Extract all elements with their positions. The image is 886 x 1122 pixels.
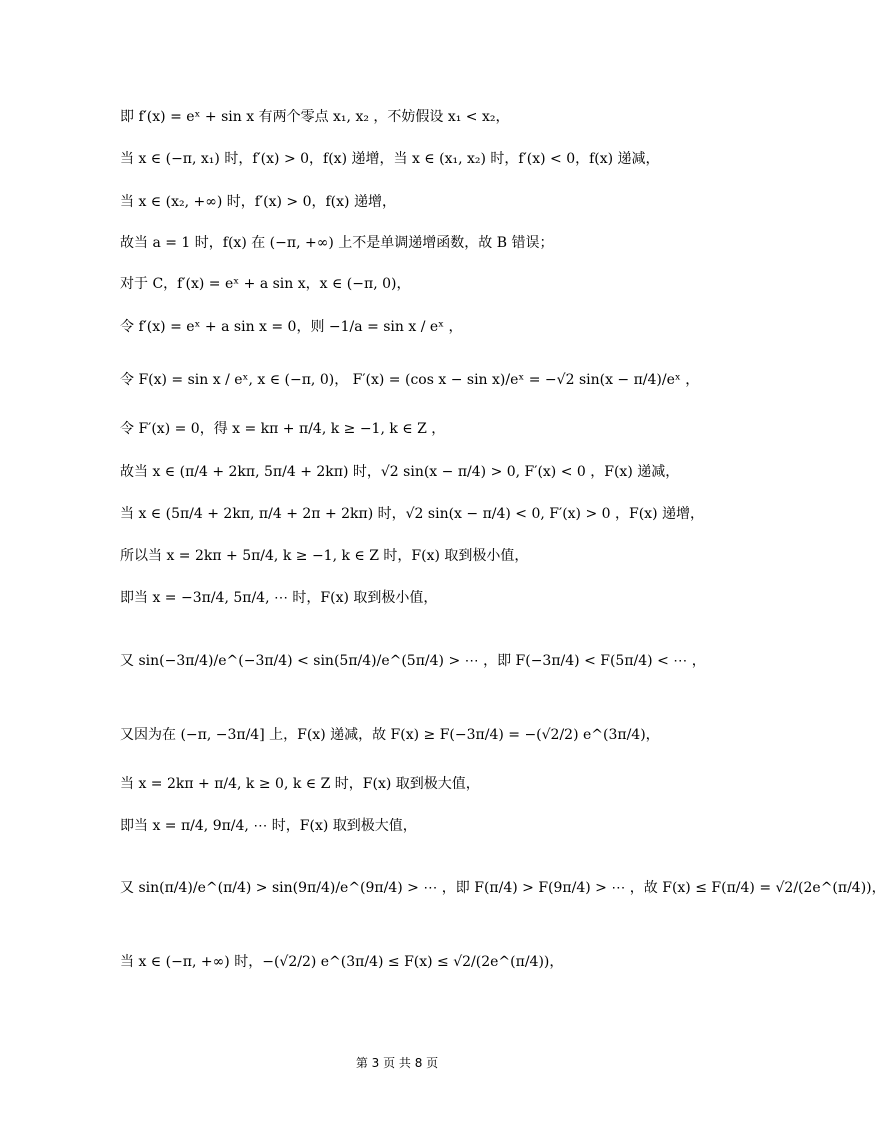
- text-line: 故当 a = 1 时，f(x) 在 (−π, +∞) 上不是单调递增函数，故 B 错误；: [120, 235, 554, 251]
- text-line: 当 x ∈ (x₂, +∞) 时，f′(x) > 0，f(x) 递增，: [120, 194, 396, 210]
- text-line: 即 f′(x) = eˣ + sin x 有两个零点 x₁, x₂ ，不妨假设 x₁ < x₂，: [120, 109, 510, 125]
- page-footer: 第 3 页 共 8 页: [355, 1056, 439, 1070]
- text-line: 当 x ∈ (5π/4 + 2kπ, π/4 + 2π + 2kπ) 时，√2 sin(x − π/4) < 0, F′(x) > 0 ，F(x) 递增，: [120, 506, 704, 522]
- text-line: 当 x ∈ (−π, +∞) 时，−(√2/2) e^(3π/4) ≤ F(x) ≤ √2/(2e^(π/4))，: [120, 954, 564, 970]
- text-line: 对于 C，f′(x) = eˣ + a sin x，x ∈ (−π, 0)，: [120, 276, 411, 292]
- text-line: 故当 x ∈ (π/4 + 2kπ, 5π/4 + 2kπ) 时，√2 sin(x − π/4) > 0, F′(x) < 0 ，F(x) 递减，: [120, 464, 680, 480]
- text-line: 又因为在 (−π, −3π/4] 上，F(x) 递减，故 F(x) ≥ F(−3π/4) = −(√2/2) e^(3π/4)，: [120, 727, 660, 743]
- text-line: 即当 x = −3π/4, 5π/4, ⋯ 时，F(x) 取到极小值，: [120, 590, 438, 606]
- text-line: 又 sin(−3π/4)/e^(−3π/4) < sin(5π/4)/e^(5π/4) > ⋯ ，即 F(−3π/4) < F(5π/4) < ⋯ ，: [120, 653, 706, 669]
- text-line: 令 F(x) = sin x / eˣ, x ∈ (−π, 0)， F′(x) = (cos x − sin x)/eˣ = −√2 sin(x − π/4)/eˣ ，: [120, 372, 700, 388]
- text-line: 令 F′(x) = 0，得 x = kπ + π/4, k ≥ −1, k ∈ Z ，: [120, 421, 446, 437]
- text-line: 又 sin(π/4)/e^(π/4) > sin(9π/4)/e^(9π/4) > ⋯ ，即 F(π/4) > F(9π/4) > ⋯ ，故 F(x) ≤ F(π/4) = √2/(2e^(π/4))，: [120, 880, 886, 896]
- text-line: 所以当 x = 2kπ + 5π/4, k ≥ −1, k ∈ Z 时，F(x) 取到极小值，: [120, 548, 529, 564]
- text-line: 令 f′(x) = eˣ + a sin x = 0，则 −1/a = sin x / eˣ ，: [120, 319, 463, 335]
- text-line: 当 x = 2kπ + π/4, k ≥ 0, k ∈ Z 时，F(x) 取到极大值，: [120, 776, 480, 792]
- text-line: 当 x ∈ (−π, x₁) 时，f′(x) > 0，f(x) 递增，当 x ∈ (x₁, x₂) 时，f′(x) < 0，f(x) 递减，: [120, 151, 660, 167]
- text-line: 即当 x = π/4, 9π/4, ⋯ 时，F(x) 取到极大值，: [120, 818, 417, 834]
